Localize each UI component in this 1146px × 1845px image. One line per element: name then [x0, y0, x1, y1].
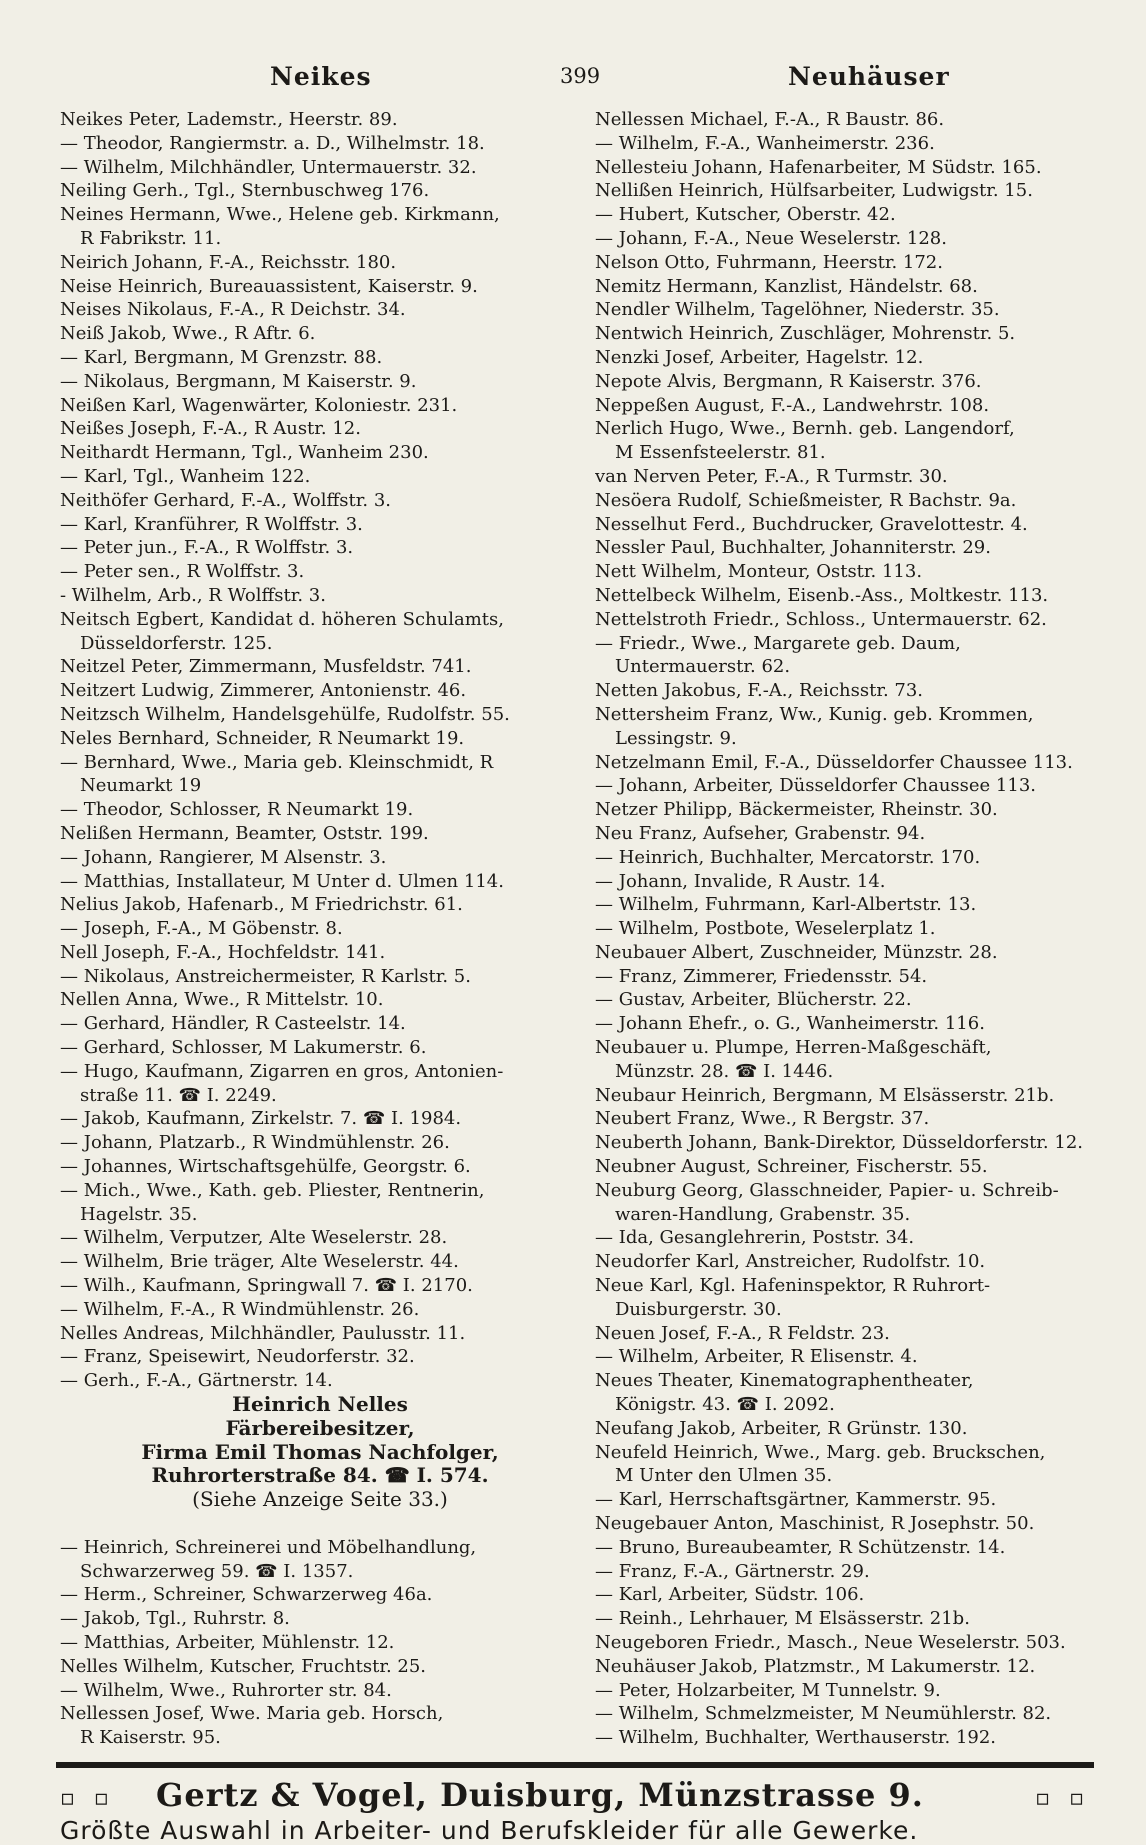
directory-entry: — Heinrich, Buchhalter, Mercatorstr. 170. — [595, 846, 981, 868]
directory-entry: — Peter, Holzarbeiter, M Tunnelstr. 9. — [595, 1679, 941, 1701]
directory-entry: Münzstr. 28. ☎ I. 1446. — [615, 1060, 834, 1082]
directory-entry: — Wilhelm, Milchhändler, Untermauerstr. 32. — [60, 156, 477, 178]
directory-entry: Neubauer u. Plumpe, Herren-Maßgeschäft, — [595, 1037, 992, 1059]
directory-entry: — Wilhelm, Arbeiter, R Elisenstr. 4. — [595, 1346, 918, 1368]
directory-entry: Königstr. 43. ☎ I. 2092. — [615, 1394, 835, 1416]
directory-entry: Neubaur Heinrich, Bergmann, M Elsässerstr. 21b. — [595, 1084, 1055, 1106]
directory-entry: — Wilhelm, Postbote, Weselerplatz 1. — [595, 918, 936, 940]
directory-entry: — Theodor, Rangiermstr. a. D., Wilhelmstr. 18. — [60, 132, 485, 154]
directory-entry: Neuen Josef, F.-A., R Feldstr. 23. — [595, 1322, 890, 1344]
directory-entry: — Wilhelm, F.-A., R Windmühlenstr. 26. — [60, 1298, 420, 1320]
directory-entry: Neugeboren Friedr., Masch., Neue Weselerstr. 503. — [595, 1632, 1066, 1653]
directory-entry: — Karl, Bergmann, M Grenzstr. 88. — [60, 346, 383, 368]
directory-entry: Neuhäuser Jakob, Platzmstr., M Lakumerstr. 12. — [595, 1655, 1036, 1677]
directory-entry: — Jakob, Kaufmann, Zirkelstr. 7. ☎ I. 1984. — [60, 1108, 462, 1130]
directory-entry: — Johann, Invalide, R Austr. 14. — [595, 870, 886, 892]
directory-entry: Neitzsch Wilhelm, Handelsgehülfe, Rudolfstr. 55. — [60, 703, 510, 725]
directory-entry: Nellißen Heinrich, Hülfsarbeiter, Ludwigstr. 15. — [595, 180, 1033, 202]
directory-entry: — Hubert, Kutscher, Oberstr. 42. — [595, 204, 896, 226]
directory-entry: M Essenfsteelerstr. 81. — [615, 442, 826, 464]
directory-entry: Nellen Anna, Wwe., R Mittelstr. 10. — [60, 989, 384, 1011]
directory-entry: Neißes Joseph, F.-A., R Austr. 12. — [60, 418, 361, 440]
directory-entry: (Siehe Anzeige Seite 33.) — [192, 1488, 448, 1512]
directory-entry: — Herm., Schreiner, Schwarzerweg 46a. — [60, 1584, 433, 1606]
directory-entry: Netzer Philipp, Bäckermeister, Rheinstr. 30. — [595, 799, 998, 821]
directory-entry: Lessingstr. 9. — [615, 727, 737, 749]
directory-entry: — Peter sen., R Wolffstr. 3. — [60, 561, 305, 583]
directory-entry: — Wilhelm, F.-A., Wanheimerstr. 236. — [595, 132, 935, 154]
directory-entry: Nesöera Rudolf, Schießmeister, R Bachstr. 9a. — [595, 489, 1017, 511]
page-header — [60, 62, 1112, 98]
directory-entry: waren-Handlung, Grabenstr. 35. — [615, 1203, 911, 1225]
directory-entry: Neubner August, Schreiner, Fischerstr. 55. — [595, 1156, 988, 1178]
directory-entry: — Nikolaus, Anstreichermeister, R Karlstr. 5. — [60, 965, 471, 987]
directory-entry: — Nikolaus, Bergmann, M Kaiserstr. 9. — [60, 370, 417, 392]
directory-entry: — Heinrich, Schreinerei und Möbelhandlung, — [60, 1536, 477, 1558]
directory-entry: — Johannes, Wirtschaftsgehülfe, Georgstr. 6. — [60, 1156, 471, 1178]
directory-entry: Firma Emil Thomas Nachfolger, — [141, 1440, 499, 1464]
directory-entry: Nessler Paul, Buchhalter, Johanniterstr. 29. — [595, 537, 991, 559]
directory-entry: — Wilh., Kaufmann, Springwall 7. ☎ I. 2170. — [60, 1275, 473, 1297]
directory-entry: — Hugo, Kaufmann, Zigarren en gros, Antonien- — [60, 1060, 504, 1082]
directory-entry: Neue Karl, Kgl. Hafeninspektor, R Ruhrort- — [595, 1275, 991, 1297]
directory-entry: Neudorfer Karl, Anstreicher, Rudolfstr. 10. — [595, 1251, 986, 1273]
directory-entry: R Fabrikstr. 11. — [80, 227, 222, 249]
directory-entry: Neugebauer Anton, Maschinist, R Josephstr. 50. — [595, 1513, 1035, 1535]
directory-entry: — Franz, F.-A., Gärtnerstr. 29. — [595, 1560, 870, 1582]
directory-entry: — Bruno, Bureaubeamter, R Schützenstr. 14. — [595, 1536, 1006, 1558]
directory-entry: Nerlich Hugo, Wwe., Bernh. geb. Langendorf, — [595, 418, 1015, 440]
right-column — [595, 108, 1115, 1750]
directory-entry: straße 11. ☎ I. 2249. — [80, 1084, 277, 1106]
directory-entry: Heinrich Nelles — [232, 1393, 408, 1417]
directory-entry: — Johann, F.-A., Neue Weselerstr. 128. — [595, 227, 947, 249]
directory-entry: Nell Joseph, F.-A., Hochfeldstr. 141. — [60, 941, 386, 963]
footer-advert — [56, 1776, 1094, 1816]
directory-entry: — Johann, Platzarb., R Windmühlenstr. 26. — [60, 1132, 450, 1154]
directory-entry: Färbereibesitzer, — [225, 1416, 415, 1440]
directory-entry: — Matthias, Installateur, M Unter d. Ulmen 114. — [60, 870, 504, 892]
directory-entry: M Unter den Ulmen 35. — [615, 1465, 833, 1487]
directory-entry: Nentwich Heinrich, Zuschläger, Mohrenstr. 5. — [595, 323, 1016, 345]
directory-entry: Ruhrorterstraße 84. ☎ I. 574. — [151, 1464, 489, 1488]
directory-entry: Nellessen Michael, F.-A., R Baustr. 86. — [595, 109, 945, 130]
directory-entry: — Gustav, Arbeiter, Blücherstr. 22. — [595, 989, 912, 1011]
directory-entry: — Franz, Zimmerer, Friedensstr. 54. — [595, 965, 928, 987]
directory-entry: Untermauerstr. 62. — [615, 656, 791, 678]
directory-entry: Neiling Gerh., Tgl., Sternbuschweg 176. — [60, 180, 430, 202]
directory-entry: Nendler Wilhelm, Tagelöhner, Niederstr. 35. — [595, 299, 1000, 321]
directory-entry: Neuburg Georg, Glasschneider, Papier- u. Schreib- — [595, 1179, 1059, 1201]
header-left-keyword: Neikes — [270, 62, 372, 91]
directory-entry: Nellessen Josef, Wwe. Maria geb. Horsch, — [60, 1703, 444, 1725]
directory-entry: Neubauer Albert, Zuschneider, Münzstr. 28. — [595, 941, 998, 963]
directory-entry — [60, 1512, 580, 1536]
directory-entry: Nelius Jakob, Hafenarb., M Friedrichstr. 61. — [60, 894, 463, 916]
directory-entry: Neufeld Heinrich, Wwe., Marg. geb. Bruckschen, — [595, 1441, 1046, 1463]
directory-entry: — Johann, Rangierer, M Alsenstr. 3. — [60, 846, 387, 868]
directory-entry: Nettersheim Franz, Ww., Kunig. geb. Krommen, — [595, 703, 1034, 725]
directory-entry: — Karl, Herrschaftsgärtner, Kammerstr. 95. — [595, 1489, 997, 1511]
directory-entry: Nelson Otto, Fuhrmann, Heerstr. 172. — [595, 251, 943, 273]
directory-entry: - Wilhelm, Arb., R Wolffstr. 3. — [60, 584, 326, 606]
directory-entry: Neufang Jakob, Arbeiter, R Grünstr. 130. — [595, 1417, 968, 1439]
directory-entry: — Friedr., Wwe., Margarete geb. Daum, — [595, 632, 961, 654]
directory-entry: Neißen Karl, Wagenwärter, Koloniestr. 231. — [60, 394, 458, 416]
directory-entry: Nellesteiu Johann, Hafenarbeiter, M Südstr. 165. — [595, 156, 1042, 178]
directory-entry: Neikes Peter, Lademstr., Heerstr. 89. — [60, 109, 398, 130]
directory-entry: Schwarzerweg 59. ☎ I. 1357. — [80, 1560, 354, 1582]
directory-entry: Neuberth Johann, Bank-Direktor, Düsseldorferstr. 12. — [595, 1132, 1084, 1154]
directory-entry: Neiß Jakob, Wwe., R Aftr. 6. — [60, 323, 316, 345]
directory-entry: Neu Franz, Aufseher, Grabenstr. 94. — [595, 822, 926, 844]
directory-entry: Düsseldorferstr. 125. — [80, 632, 273, 654]
footer-box-right: ▫ ▫ — [1035, 1786, 1090, 1811]
directory-entry: Neirich Johann, F.-A., Reichsstr. 180. — [60, 251, 397, 273]
directory-entry: Neitzert Ludwig, Zimmerer, Antonienstr. 46. — [60, 680, 467, 702]
directory-entry: Neppeßen August, F.-A., Landwehrstr. 108. — [595, 394, 990, 416]
footer-advert-title: Gertz & Vogel, Duisburg, Münzstrasse 9. — [156, 1776, 924, 1814]
directory-entry: — Reinh., Lehrhauer, M Elsässerstr. 21b. — [595, 1608, 970, 1630]
directory-entry: — Mich., Wwe., Kath. geb. Pliester, Rentnerin, — [60, 1179, 485, 1201]
directory-entry: Neithardt Hermann, Tgl., Wanheim 230. — [60, 442, 429, 464]
directory-entry: Neines Hermann, Wwe., Helene geb. Kirkmann, — [60, 204, 500, 226]
directory-entry: — Gerhard, Schlosser, M Lakumerstr. 6. — [60, 1037, 427, 1059]
directory-entry: Nett Wilhelm, Monteur, Oststr. 113. — [595, 561, 923, 583]
directory-entry: — Ida, Gesanglehrerin, Poststr. 34. — [595, 1227, 915, 1249]
footer-rule — [56, 1762, 1094, 1768]
directory-entry: Neumarkt 19 — [80, 775, 202, 797]
directory-entry: Nepote Alvis, Bergmann, R Kaiserstr. 376. — [595, 370, 982, 392]
directory-entry: — Jakob, Tgl., Ruhrstr. 8. — [60, 1608, 290, 1630]
directory-entry: — Theodor, Schlosser, R Neumarkt 19. — [60, 799, 414, 821]
directory-entry: Nelles Wilhelm, Kutscher, Fruchtstr. 25. — [60, 1655, 427, 1677]
directory-entry: — Matthias, Arbeiter, Mühlenstr. 12. — [60, 1632, 395, 1653]
directory-entry: Nelles Andreas, Milchhändler, Paulusstr. 11. — [60, 1322, 466, 1344]
directory-entry: — Gerh., F.-A., Gärtnerstr. 14. — [60, 1370, 333, 1392]
directory-entry: Nemitz Hermann, Kanzlist, Händelstr. 68. — [595, 275, 978, 297]
directory-entry: — Franz, Speisewirt, Neudorferstr. 32. — [60, 1346, 415, 1368]
footer-box-left: ▫ ▫ — [60, 1786, 115, 1811]
directory-entry: Nenzki Josef, Arbeiter, Hagelstr. 12. — [595, 346, 924, 368]
directory-entry: Neises Nikolaus, F.-A., R Deichstr. 34. — [60, 299, 406, 321]
directory-entry: Neubert Franz, Wwe., R Bergstr. 37. — [595, 1108, 930, 1130]
directory-entry: Nesselhut Ferd., Buchdrucker, Gravelottestr. 4. — [595, 513, 1028, 535]
directory-entry: Neitsch Egbert, Kandidat d. höheren Schulamts, — [60, 608, 504, 630]
directory-entry: — Karl, Kranführer, R Wolffstr. 3. — [60, 513, 363, 535]
directory-entry: — Wilhelm, Fuhrmann, Karl-Albertstr. 13. — [595, 894, 977, 916]
directory-entry: Nettelstroth Friedr., Schloss., Untermauerstr. 62. — [595, 608, 1047, 630]
directory-entry: Neise Heinrich, Bureauassistent, Kaiserstr. 9. — [60, 275, 478, 297]
directory-entry: — Karl, Arbeiter, Südstr. 106. — [595, 1584, 865, 1606]
directory-entry: — Wilhelm, Wwe., Ruhrorter str. 84. — [60, 1679, 392, 1701]
header-right-keyword: Neuhäuser — [788, 62, 950, 91]
directory-entry: R Kaiserstr. 95. — [80, 1727, 221, 1749]
directory-entry: — Johann, Arbeiter, Düsseldorfer Chaussee 113. — [595, 775, 1036, 797]
directory-entry: — Bernhard, Wwe., Maria geb. Kleinschmidt, R — [60, 751, 494, 773]
directory-entry: Duisburgerstr. 30. — [615, 1298, 782, 1320]
directory-entry: Netten Jakobus, F.-A., Reichsstr. 73. — [595, 680, 924, 702]
directory-entry: Nelißen Hermann, Beamter, Oststr. 199. — [60, 822, 429, 844]
left-column — [60, 108, 580, 1750]
directory-entry: Neitzel Peter, Zimmermann, Musfeldstr. 741. — [60, 656, 472, 678]
directory-entry: — Wilhelm, Brie träger, Alte Weselerstr. 44. — [60, 1251, 459, 1273]
directory-entry: — Joseph, F.-A., M Göbenstr. 8. — [60, 918, 343, 940]
directory-entry: — Johann Ehefr., o. G., Wanheimerstr. 116. — [595, 1013, 985, 1035]
directory-entry: — Wilhelm, Schmelzmeister, M Neumühlerstr. 82. — [595, 1703, 1052, 1725]
directory-entry: — Wilhelm, Verputzer, Alte Weselerstr. 28. — [60, 1227, 448, 1249]
directory-entry: Neues Theater, Kinematographentheater, — [595, 1370, 974, 1392]
directory-entry: — Wilhelm, Buchhalter, Werthauserstr. 192. — [595, 1727, 997, 1749]
directory-entry: Neithöfer Gerhard, F.-A., Wolffstr. 3. — [60, 489, 392, 511]
directory-entry: Hagelstr. 35. — [80, 1203, 198, 1225]
directory-entry: — Karl, Tgl., Wanheim 122. — [60, 465, 311, 487]
directory-entry: Nettelbeck Wilhelm, Eisenb.-Ass., Moltkestr. 113. — [595, 584, 1049, 606]
directory-entry: — Peter jun., F.-A., R Wolffstr. 3. — [60, 537, 354, 559]
directory-entry: van Nerven Peter, F.-A., R Turmstr. 30. — [595, 465, 948, 487]
directory-entry: — Gerhard, Händler, R Casteelstr. 14. — [60, 1013, 406, 1035]
directory-entry: Netzelmann Emil, F.-A., Düsseldorfer Chaussee 113. — [595, 751, 1073, 773]
page-number: 399 — [560, 64, 601, 88]
footer-advert-subtitle: Größte Auswahl in Arbeiter- und Berufskleider für alle Gewerke. — [60, 1816, 919, 1845]
directory-entry: Neles Bernhard, Schneider, R Neumarkt 19. — [60, 727, 465, 749]
